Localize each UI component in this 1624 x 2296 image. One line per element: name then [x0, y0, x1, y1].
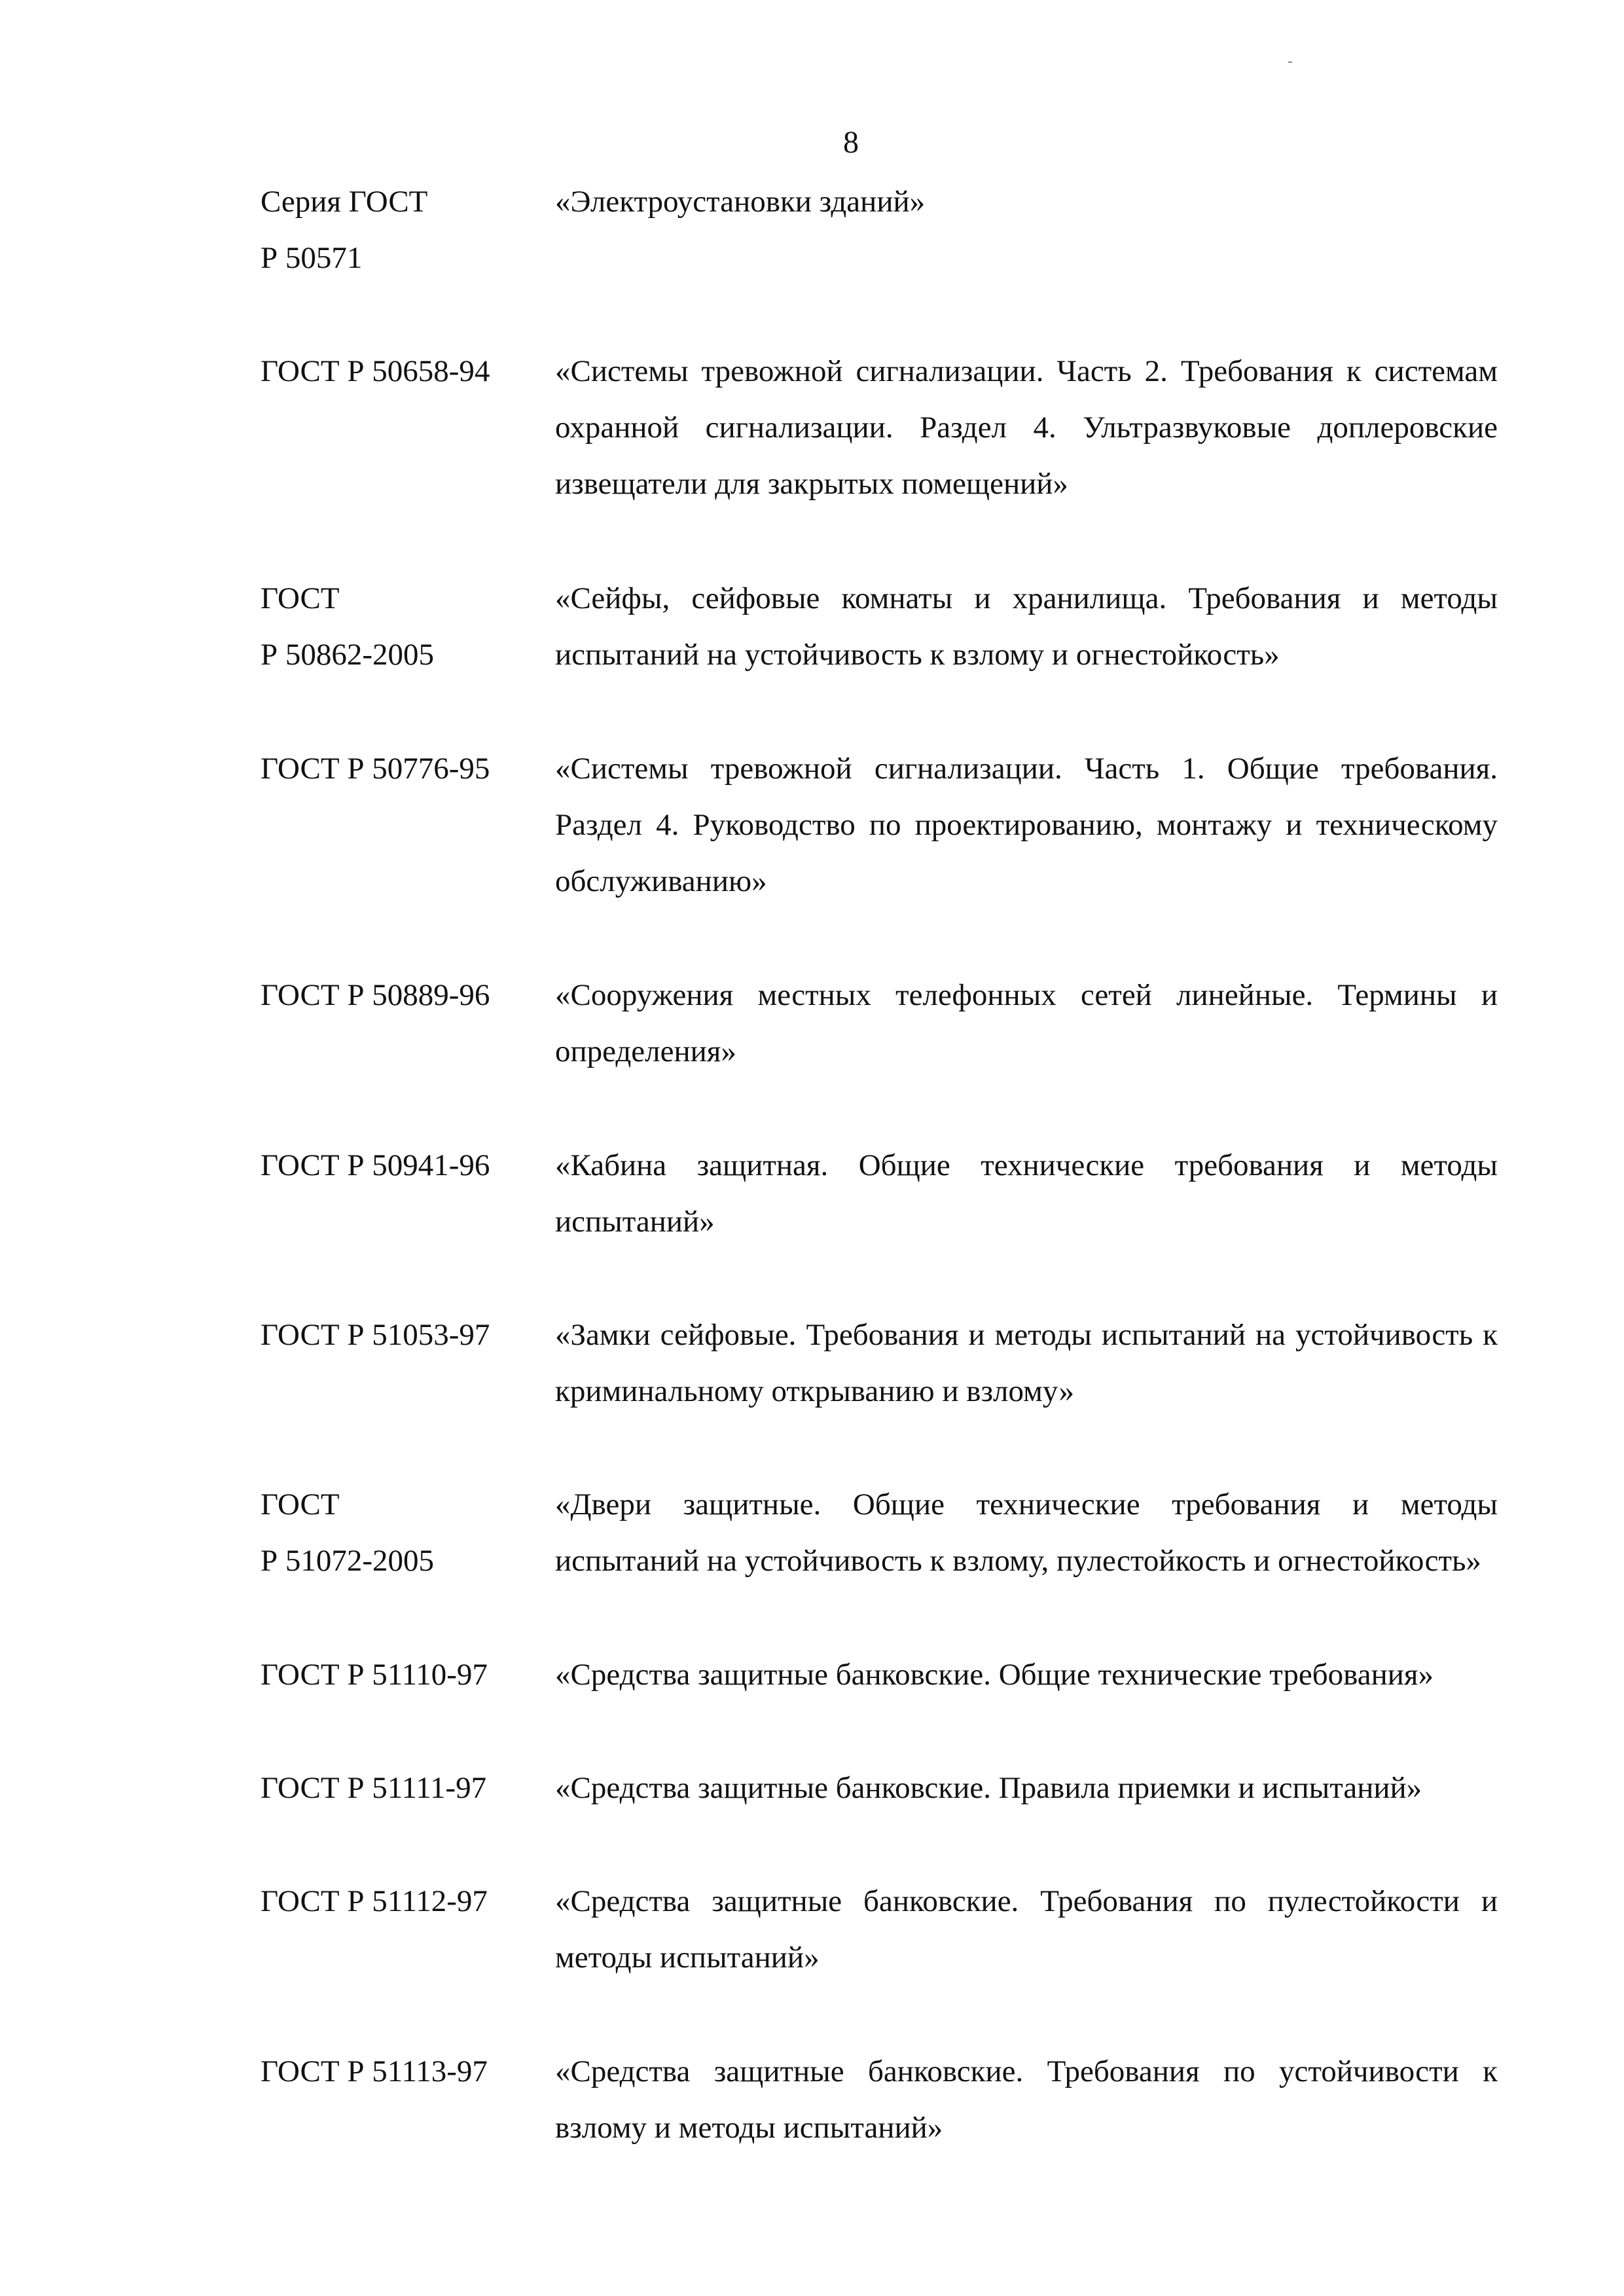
standard-code-line: ГОСТ Р 50889-96: [261, 978, 490, 1012]
standard-code: [261, 740, 535, 797]
standard-title: «Средства защитные банковские. Правила приемки и испытаний»: [555, 1771, 1422, 1805]
standard-code-line: Р 51072-2005: [261, 1544, 435, 1578]
standard-code-line: ГОСТ Р 50941-96: [261, 1148, 490, 1182]
standard-title: «Сейфы, сейфовые комнаты и хранилища. Требования и методы испытаний на устойчивость к взлому и огнестойкость»: [555, 581, 1498, 672]
standard-title: «Кабина защитная. Общие технические требования и методы испытаний»: [555, 1148, 1498, 1239]
standard-title: «Средства защитные банковские. Общие технические требования»: [555, 1658, 1434, 1692]
standard-code: [261, 343, 535, 399]
standard-code-line: ГОСТ Р 50658-94: [261, 354, 490, 388]
standard-code: [261, 967, 535, 1023]
standard-code: [261, 2043, 535, 2100]
standard-code-line: ГОСТ Р 51053-97: [261, 1318, 490, 1352]
scan-speck: [1288, 62, 1292, 63]
standard-code-line: ГОСТ Р 51112-97: [261, 1884, 488, 1918]
standard-code-line: ГОСТ Р 50776-95: [261, 752, 490, 786]
standard-title: «Сооружения местных телефонных сетей линейные. Термины и определения»: [555, 978, 1498, 1068]
standard-code-line: ГОСТ Р 51110-97: [261, 1658, 488, 1692]
standard-title: «Электроустановки зданий»: [555, 185, 926, 219]
page-number: 8: [843, 125, 859, 160]
standard-code: [261, 570, 535, 683]
standard-title: «Средства защитные банковские. Требования по устойчивости к взлому и методы испытаний»: [555, 2054, 1498, 2145]
standard-code: [261, 1760, 535, 1816]
standard-code: [261, 1307, 535, 1363]
standard-code-line: ГОСТ Р 51111-97: [261, 1771, 487, 1805]
standard-code-line: ГОСТ: [261, 581, 340, 615]
standard-title: «Системы тревожной сигнализации. Часть 1. Общие требования. Раздел 4. Руководство по проектированию, монтажу и техническому обслуживанию»: [555, 752, 1498, 898]
standard-code: [261, 1647, 535, 1703]
standard-title: «Двери защитные. Общие технические требования и методы испытаний на устойчивость к взлому, пулестойкость и огнестойкость»: [555, 1487, 1498, 1578]
standard-code: [261, 173, 535, 286]
standard-title: «Системы тревожной сигнализации. Часть 2. Требования к системам охранной сигнализации. Раздел 4. Ультразвуковые доплеровские извещатели для закрытых помещений»: [555, 354, 1498, 501]
standard-title: «Замки сейфовые. Требования и методы испытаний на устойчивость к криминальному открыванию и взлому»: [555, 1318, 1498, 1408]
standard-code-line: ГОСТ: [261, 1487, 340, 1522]
standard-code-line: Серия ГОСТ: [261, 185, 428, 219]
standard-code: [261, 1476, 535, 1589]
standard-code: [261, 1137, 535, 1194]
standard-code: [261, 1873, 535, 1929]
standard-title: «Средства защитные банковские. Требования по пулестойкости и методы испытаний»: [555, 1884, 1498, 1975]
standard-code-line: Р 50571: [261, 241, 363, 275]
standard-code-line: Р 50862-2005: [261, 638, 435, 672]
standard-code-line: ГОСТ Р 51113-97: [261, 2054, 488, 2088]
